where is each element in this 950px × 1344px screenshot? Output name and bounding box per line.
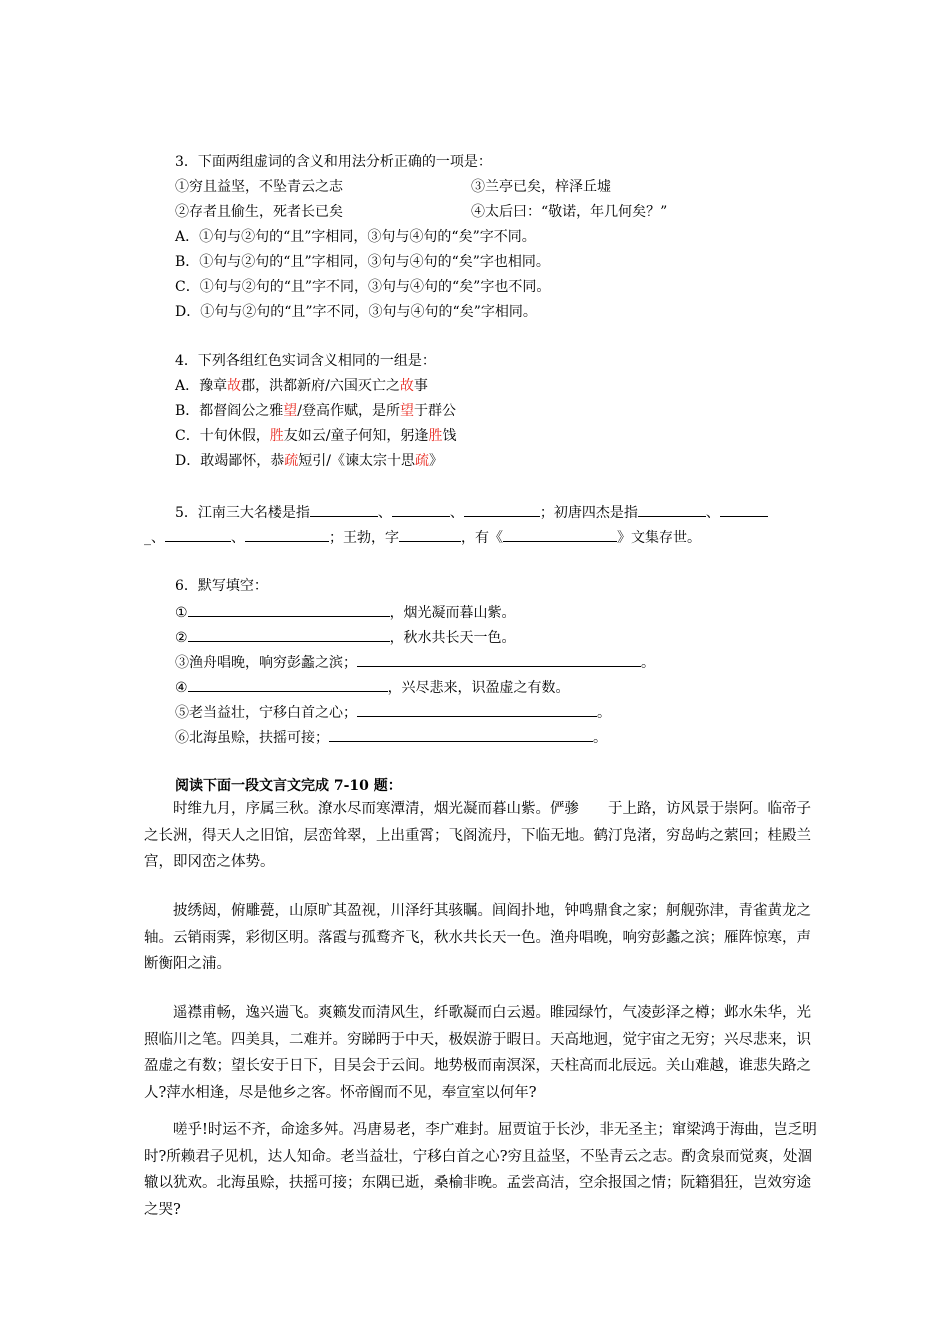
- q4-a-text-2: 郡，洪都新府/六国灭亡之: [241, 378, 400, 394]
- q6-blank-3[interactable]: [357, 651, 641, 667]
- q4-b-text-3: 于群公: [414, 403, 457, 419]
- q4-c-highlight-2: 胜: [428, 428, 443, 444]
- q6-stem: 6．默写填空：: [175, 578, 268, 594]
- q3-option-b: B．①句与②句的“且”字相同，③句与④句的“矣”字也相同。: [175, 254, 550, 270]
- q4-c-text-2: 友如云/童子何知，躬逢: [283, 428, 429, 444]
- q5-text-4: ；王勃，字: [329, 530, 399, 546]
- q4-c-text-3: 饯: [442, 428, 457, 444]
- q3-option-a: A．①句与②句的“且”字相同，③句与④句的“矣”字不同。: [175, 229, 536, 245]
- q5-blank-9[interactable]: [503, 526, 617, 542]
- q5-text-2: ；初唐四杰是指: [539, 505, 638, 521]
- q5-text-5: ，有《: [461, 530, 503, 546]
- q5-blank-7[interactable]: [245, 526, 329, 542]
- reading-paragraph-1: [144, 796, 820, 876]
- q4-c-highlight-1: 胜: [269, 428, 284, 444]
- q4-d-text-3: 》: [428, 453, 443, 469]
- q4-stem: 4．下列各组红色实词含义相同的一组是：: [175, 353, 436, 369]
- paragraph-4-text: 嗟乎!时运不齐，命途多舛。冯唐易老，李广难封。屈贾谊于长沙，非无圣主；窜梁鸿于海曲，岂乏明时?所赖君子见机，达人知命。老当益壮，宁移白首之心?穷且益坚，不坠青云之志。酌贪泉而觉爽，处涸辙以犹欢。北海虽赊，扶摇可接；东隅已逝，桑榆非晚。孟尝高洁，空余报国之情；阮籍猖狂，岂效穷途之哭?: [144, 1122, 817, 1218]
- q6-item-3: [175, 651, 655, 671]
- q5-sep-4: 、: [231, 530, 245, 546]
- q6-item-2-number: ②: [175, 630, 188, 646]
- q4-b-highlight-2: 望: [400, 403, 415, 419]
- q3-sentence-3: ③兰亭已矣，梓泽丘墟: [471, 179, 611, 195]
- q5-sep-1: 、: [377, 505, 392, 521]
- q6-item-5-end: 。: [597, 705, 611, 721]
- q4-d-text-2: 短引/《谏太宗十思: [298, 453, 415, 469]
- q6-item-3-text: ③渔舟唱晚，响穷彭蠡之滨；: [175, 655, 357, 671]
- q6-item-1: [175, 601, 516, 621]
- q5-sep-3: 、: [705, 505, 720, 521]
- q4-d-highlight-1: 疏: [284, 453, 299, 469]
- paragraph-3-text: 遥襟甫畅，逸兴遄飞。爽籁发而清风生，纤歌凝而白云遏。睢园绿竹，气凌彭泽之樽；邺水朱华，光照临川之笔。四美具，二难并。穷睇眄于中天，极娱游于暇日。天高地迥，觉宇宙之无穷；兴尽悲来，识盈虚之有数；望长安于日下，目吴会于云间。地势极而南溟深，天柱高而北辰远。关山难越，谁悲失路之人?萍水相逢，尽是他乡之客。怀帝阍而不见，奉宣室以何年?: [144, 1005, 811, 1101]
- q6-blank-1[interactable]: [188, 601, 390, 617]
- q6-item-2-text: ，秋水共长天一色。: [389, 630, 516, 646]
- q4-b-text-2: /登高作赋，是所: [297, 403, 401, 419]
- q5-sep-2: 、: [449, 505, 464, 521]
- q4-option-a: [175, 376, 428, 396]
- q4-a-text-1: A．豫章: [175, 378, 228, 394]
- q6-item-3-end: 。: [641, 655, 655, 671]
- q4-option-d: [175, 451, 443, 471]
- q5-text-3: _、: [144, 530, 165, 546]
- paragraph-1-text: 时维九月，序属三秋。潦水尽而寒潭清，烟光凝而暮山紫。俨骖 于上路，访风景于崇阿。临帝子之长洲，得天人之旧馆，层峦耸翠，上出重霄；飞阁流丹，下临无地。鹤汀凫渚，穷岛屿之萦回；桂殿兰宫，即冈峦之体势。: [144, 801, 811, 870]
- q5-text-6: 》文集存世。: [617, 530, 701, 546]
- q6-item-6-text: ⑥北海虽赊，扶摇可接；: [175, 730, 329, 746]
- q4-c-text-1: C．十旬休假，: [175, 428, 270, 444]
- reading-paragraph-4: [144, 1117, 820, 1223]
- reading-heading: 阅读下面一段文言文完成 7-10 题：: [175, 778, 402, 794]
- q4-a-text-3: 事: [413, 378, 428, 394]
- q5-text-1: 5．江南三大名楼是指: [175, 505, 310, 521]
- q4-b-text-1: B．都督阎公之雅: [175, 403, 284, 419]
- q5-blank-3[interactable]: [464, 501, 540, 517]
- q4-option-c: [175, 426, 456, 446]
- q5-line-1: [175, 501, 768, 521]
- reading-paragraph-3: [144, 1000, 820, 1106]
- q6-item-4-text: ，兴尽悲来，识盈虚之有数。: [387, 680, 570, 696]
- q6-blank-4[interactable]: [188, 676, 388, 692]
- q5-blank-2[interactable]: [392, 501, 450, 517]
- q6-item-5-text: ⑤老当益壮，宁移白首之心；: [175, 705, 357, 721]
- q5-blank-1[interactable]: [310, 501, 378, 517]
- q6-item-1-number: ①: [175, 605, 188, 621]
- q5-blank-8[interactable]: [399, 526, 461, 542]
- q4-d-text-1: D．敢竭鄙怀，恭: [175, 453, 285, 469]
- q6-item-5: [175, 701, 611, 721]
- q3-option-d: D．①句与②句的“且”字不同，③句与④句的“矣”字相同。: [175, 304, 537, 320]
- q6-item-4-number: ④: [175, 680, 188, 696]
- q6-blank-2[interactable]: [188, 626, 390, 642]
- q3-option-c: C．①句与②句的“且”字不同，③句与④句的“矣”字也不同。: [175, 279, 551, 295]
- paragraph-2-text: 披绣闼，俯雕甍，山原旷其盈视，川泽纡其骇瞩。闾阎扑地，钟鸣鼎食之家；舸舰弥津，青雀黄龙之轴。云销雨霁，彩彻区明。落霞与孤鹜齐飞，秋水共长天一色。渔舟唱晚，响穷彭蠡之滨；雁阵惊寒，声断衡阳之浦。: [144, 903, 811, 972]
- q6-item-1-text: ，烟光凝而暮山紫。: [389, 605, 516, 621]
- q5-line-2: [144, 526, 701, 546]
- q4-a-highlight-2: 故: [399, 378, 414, 394]
- q5-blank-6[interactable]: [165, 526, 231, 542]
- q6-item-6: [175, 726, 607, 746]
- q4-d-highlight-2: 疏: [414, 453, 429, 469]
- q3-sentence-1: ①穷且益坚，不坠青云之志: [175, 179, 343, 195]
- q6-item-2: [175, 626, 516, 646]
- q4-a-highlight-1: 故: [227, 378, 242, 394]
- q3-stem: 3．下面两组虚词的含义和用法分析正确的一项是：: [175, 154, 492, 170]
- q3-sentence-4: ④太后曰：“敬诺，年几何矣？”: [471, 204, 668, 220]
- q6-item-6-end: 。: [593, 730, 607, 746]
- q6-item-4: [175, 676, 570, 696]
- q5-blank-4[interactable]: [638, 501, 706, 517]
- q6-blank-6[interactable]: [329, 726, 593, 742]
- q4-option-b: [175, 401, 456, 421]
- q4-b-highlight-1: 望: [283, 403, 298, 419]
- q6-blank-5[interactable]: [357, 701, 597, 717]
- q5-blank-5[interactable]: [720, 501, 768, 517]
- q3-sentence-2: ②存者且偷生，死者长已矣: [175, 204, 343, 220]
- reading-paragraph-2: [144, 898, 820, 978]
